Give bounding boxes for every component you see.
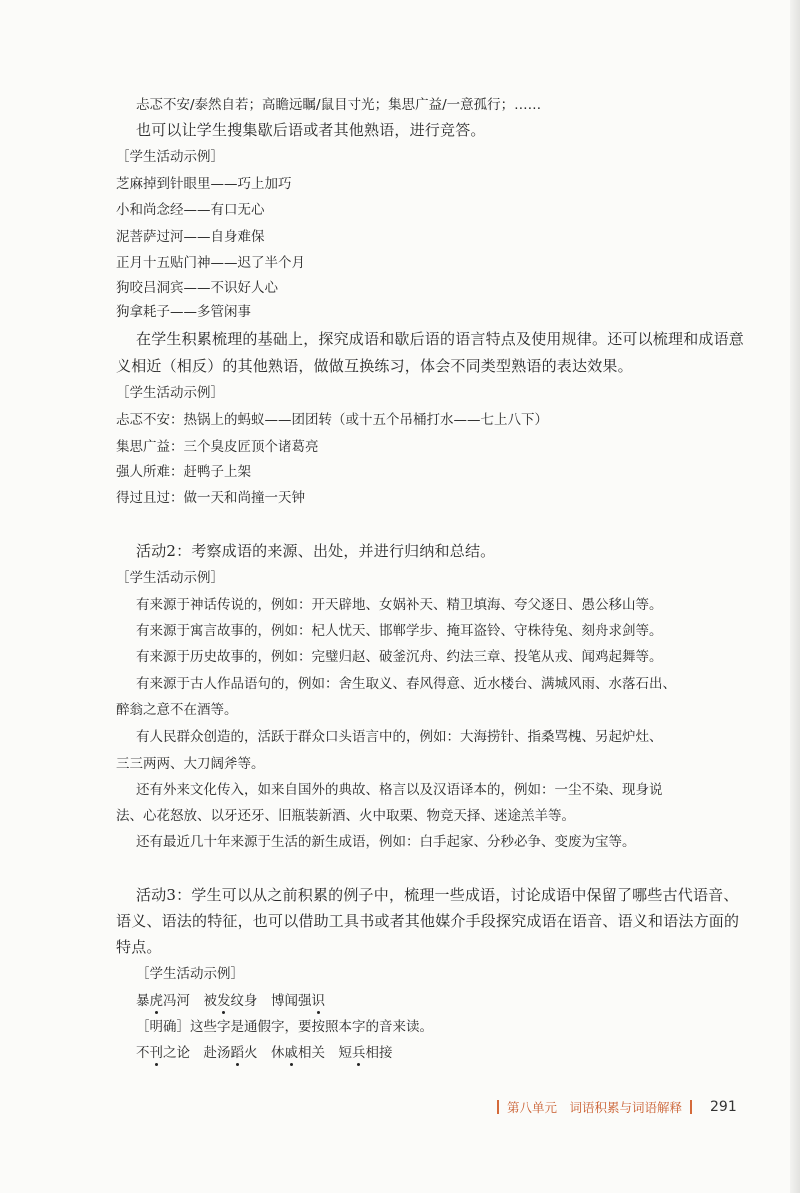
footer-divider-right (690, 1100, 692, 1114)
activity-2-heading: 活动2：考察成语的来源、出处，并进行归纳和总结。 (136, 542, 496, 560)
emphasis-dot-char: 刊 (149, 1045, 163, 1061)
example-heading: ［学生活动示例］ (116, 570, 224, 586)
xiehouyu-item: 正月十五贴门神——迟了半个月 (116, 255, 305, 271)
example-heading: ［学生活动示例］ (116, 149, 224, 165)
example-heading: ［学生活动示例］ (116, 385, 224, 401)
page-edge (790, 0, 800, 1193)
idiom-match-item: 忐忑不安：热锅上的蚂蚁——团团转（或十五个吊桶打水——七上八下） (116, 412, 548, 428)
footer-unit-title: 第八单元 词语积累与词语解释 (507, 1100, 683, 1115)
xiehouyu-item: 芝麻掉到针眼里——巧上加巧 (116, 176, 292, 192)
idiom-match-item: 集思广益：三个臭皮匠顶个诸葛亮 (116, 439, 319, 455)
idiom-match-item: 强人所难：赶鸭子上架 (116, 464, 251, 480)
emphasis-dot-char: 蹈 (230, 1045, 244, 1061)
footer-divider-left (497, 1100, 499, 1114)
dotted-idiom: 不刊之论 (136, 1045, 190, 1061)
antonym-pairs-line: 忐忑不安/泰然自若；高瞻远瞩/鼠目寸光；集思广益/一意孤行；…… (136, 97, 542, 113)
emphasis-dot-char: 兵 (352, 1045, 366, 1061)
dotted-idiom: 博闻强识 (271, 993, 325, 1009)
idiom-source-item: 有来源于古人作品语句的，例如：舍生取义、春风得意、近水楼台、满城风雨、水落石出、 (136, 676, 676, 692)
emphasis-dot-char: 发 (217, 993, 231, 1009)
page-number: 291 (710, 1099, 737, 1115)
emphasis-dot-char: 戚 (284, 1045, 298, 1061)
paragraph-line: 在学生积累梳理的基础上，探究成语和歇后语的语言特点及使用规律。还可以梳理和成语意 (136, 330, 745, 348)
xiehouyu-item: 狗咬吕洞宾——不识好人心 (116, 280, 278, 296)
dotted-idiom: 短兵相接 (338, 1045, 393, 1061)
idiom-source-item: 有来源于历史故事的，例如：完璧归赵、破釜沉舟、约法三章、投笔从戎、闻鸡起舞等。 (136, 649, 663, 665)
paragraph-line: 义相近（相反）的其他熟语，做做互换练习，体会不同类型熟语的表达效果。 (116, 357, 633, 375)
dotted-idiom: 休戚相关 (271, 1045, 325, 1061)
paragraph-line: 特点。 (116, 938, 162, 956)
xiehouyu-item: 小和尚念经——有口无心 (116, 202, 265, 218)
dotted-idiom-row-1 (136, 991, 325, 1011)
idiom-source-item-continued: 醉翁之意不在酒等。 (116, 702, 238, 718)
idiom-match-item: 得过且过：做一天和尚撞一天钟 (116, 490, 305, 506)
xiehouyu-item: 泥菩萨过河——自身难保 (116, 229, 265, 245)
idiom-source-item: 有人民群众创造的，活跃于群众口头语言中的，例如：大海捞针、指桑骂槐、另起炉灶、 (136, 729, 663, 745)
emphasis-dot-char: 虎 (149, 993, 163, 1009)
idiom-source-item-continued: 三三两两、大刀阔斧等。 (116, 756, 265, 772)
idiom-source-item: 有来源于寓言故事的，例如：杞人忧天、邯郸学步、掩耳盗铃、守株待兔、刻舟求剑等。 (136, 623, 663, 639)
idiom-source-item: 还有外来文化传入，如来自国外的典故、格言以及汉语译本的，例如：一尘不染、现身说 (136, 782, 663, 798)
clarification-note: ［明确］这些字是通假字，要按照本字的音来读。 (136, 1019, 433, 1035)
paragraph-line: 语义、语法的特征，也可以借助工具书或者其他媒介手段探究成语在语音、语义和语法方面的 (116, 912, 740, 930)
dotted-idiom: 赴汤蹈火 (203, 1045, 258, 1061)
page-footer (497, 1098, 737, 1116)
xiehouyu-item: 狗拿耗子——多管闲事 (116, 304, 251, 320)
paragraph-line: 也可以让学生搜集歇后语或者其他熟语，进行竞答。 (136, 121, 486, 139)
dotted-idiom: 暴虎冯河 (136, 993, 190, 1009)
activity-3-heading: 活动3：学生可以从之前积累的例子中，梳理一些成语，讨论成语中保留了哪些古代语音、 (136, 886, 739, 904)
idiom-source-item-continued: 法、心花怒放、以牙还牙、旧瓶装新酒、火中取栗、物竞天择、迷途羔羊等。 (116, 808, 575, 824)
idiom-source-item: 还有最近几十年来源于生活的新生成语，例如：白手起家、分秒必争、变废为宝等。 (136, 834, 636, 850)
dotted-idiom: 被发纹身 (203, 993, 258, 1009)
emphasis-dot-char: 识 (311, 993, 325, 1009)
example-heading: ［学生活动示例］ (136, 966, 244, 982)
dotted-idiom-row-2 (136, 1043, 393, 1063)
idiom-source-item: 有来源于神话传说的，例如：开天辟地、女娲补天、精卫填海、夸父逐日、愚公移山等。 (136, 597, 663, 613)
